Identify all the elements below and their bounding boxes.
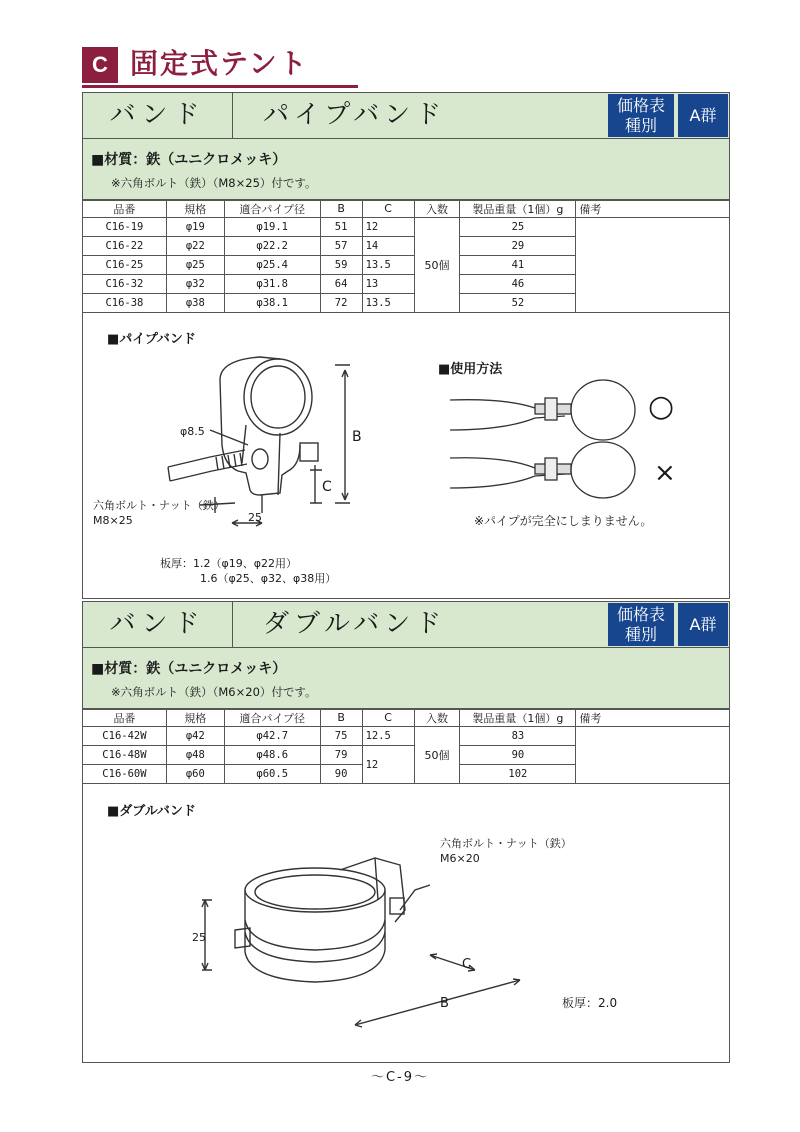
table-row: C16-42W φ42 φ42.7 75 12.5 50個 83: [83, 727, 730, 746]
table-header-row: 品番 規格 適合パイプ径 B C 入数 製品重量（1個）g 備考: [83, 709, 730, 727]
product-name: ダブルバンド: [263, 609, 447, 639]
spec-table: [82, 708, 730, 784]
dimension-b: B: [440, 996, 449, 1011]
diagram-title: ■ダブルバンド: [107, 804, 196, 819]
page-title: 固定式テント: [130, 47, 309, 80]
table-row: C16-32 φ32 φ31.8 64 13 46: [83, 275, 730, 294]
remarks-cell: [576, 218, 730, 313]
material-note: ※六角ボルト（鉄）（M6×20）付です。: [111, 685, 317, 699]
usage-title: ■使用方法: [438, 362, 503, 377]
section-badge: C: [82, 47, 118, 83]
category-label: バンド: [83, 93, 233, 138]
table-row: C16-25 φ25 φ25.4 59 13.5 41: [83, 256, 730, 275]
group-badge: A群: [678, 603, 728, 646]
table-row: C16-38 φ38 φ38.1 72 13.5 52: [83, 294, 730, 313]
category-label: バンド: [83, 602, 233, 647]
header-underline: [82, 85, 358, 88]
table-row: C16-22 φ22 φ22.2 57 14 29: [83, 237, 730, 256]
remarks-cell: [576, 727, 730, 784]
bolt-size: M8×25: [93, 514, 133, 527]
quantity-cell: 50個: [414, 218, 460, 313]
product-name: パイプバンド: [263, 100, 447, 130]
table-row: C16-48W φ48 φ48.6 79 12 90: [83, 746, 730, 765]
material-box: [83, 648, 729, 710]
hole-dimension: φ8.5: [180, 425, 205, 438]
thickness: 板厚：2.0: [562, 996, 618, 1010]
double-band-drawing: [190, 840, 550, 1040]
dimension-b: B: [352, 429, 362, 445]
diagram-title: ■パイプバンド: [107, 332, 196, 347]
table-header-row: 品番 規格 適合パイプ径 B C 入数 製品重量（1個）g 備考: [83, 200, 730, 218]
usage-note: ※パイプが完全にしまりません。: [474, 514, 653, 528]
material-text: ■材質：鉄（ユニクロメッキ）: [91, 152, 287, 168]
thickness-line-2: 1.6（φ25、φ32、φ38用）: [200, 572, 337, 585]
dimension-25: 25: [248, 511, 262, 524]
bolt-label: 六角ボルト・ナット（鉄）: [440, 837, 572, 850]
table-row: C16-60W φ60 φ60.5 90 102: [83, 765, 730, 784]
material-text: ■材質：鉄（ユニクロメッキ）: [91, 661, 287, 677]
dimension-25: 25: [192, 931, 206, 944]
spec-table: [82, 199, 730, 313]
price-kind-badge: 価格表 種別: [608, 603, 674, 646]
usage-ng-mark: ×: [654, 458, 676, 488]
table-row: C16-19 φ19 φ19.1 51 12 50個 25: [83, 218, 730, 237]
material-note: ※六角ボルト（鉄）（M8×25）付です。: [111, 176, 317, 190]
pipe-band-drawing: [150, 345, 380, 555]
thickness-line-1: 板厚：1.2（φ19、φ22用）: [160, 557, 297, 570]
material-box: [83, 139, 729, 201]
title-bar: [83, 93, 729, 139]
page-header: [82, 45, 372, 87]
title-bar: [83, 602, 729, 648]
usage-ok-mark: ○: [648, 389, 675, 424]
group-badge: A群: [678, 94, 728, 137]
bolt-size: M6×20: [440, 852, 480, 865]
price-kind-badge: 価格表 種別: [608, 94, 674, 137]
dimension-c: C: [462, 957, 472, 972]
quantity-cell: 50個: [414, 727, 460, 784]
page-number: ～C-9～: [370, 1070, 430, 1085]
dimension-c: C: [322, 479, 332, 495]
bolt-label: 六角ボルト・ナット（鉄）: [93, 499, 225, 512]
